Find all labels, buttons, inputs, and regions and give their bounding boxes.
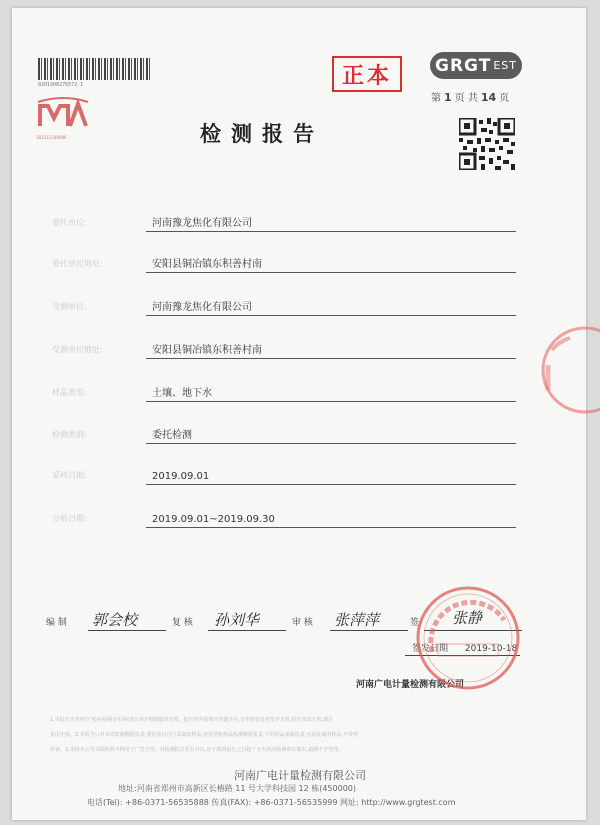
official-seal — [412, 582, 524, 694]
footer-contact: 电话(Tel): +86-0371-56535888 传真(FAX): +86-0371-56535999 网址: http://www.grgtest.com — [87, 798, 456, 807]
field-label: 受测单位地址: — [52, 345, 103, 354]
page-total: 14 — [480, 91, 497, 104]
note-line: 申诉。3.未经本公司书面批准不得用于广告宣传。对检测报告若有异议,应于收到报告之日起十五天内向检测单位提出,逾期不予受理。 — [50, 747, 343, 753]
field-underline — [146, 443, 516, 444]
audit-label: 审 核 — [292, 618, 313, 628]
report-title: 检测报告 — [200, 122, 324, 146]
audit-line — [330, 630, 408, 631]
field-underline — [146, 484, 516, 485]
field-value: 2019.09.01~2019.09.30 — [152, 514, 275, 525]
issue-label: 签 — [410, 618, 420, 628]
compile-signature: 郭会校 — [92, 611, 138, 629]
note-line: 复印无效。2.本报告只对本次监测数据负责;委托单位自行采集的样品,仅对送检样品检测数据负责,不对样品来源负责,无法复现的样品,不受理 — [50, 732, 358, 738]
field-label: 受测单位: — [52, 302, 87, 311]
cma-number: 181512340086 — [36, 135, 67, 140]
grgt-logo — [430, 52, 522, 79]
page-middle: 页 共 — [454, 93, 478, 104]
field-underline — [146, 231, 516, 232]
review-line — [208, 630, 286, 631]
qr-code-icon — [459, 118, 515, 170]
brand-main: GRGT — [435, 55, 492, 76]
field-analysis-date — [52, 506, 516, 528]
page-prefix: 第 — [431, 93, 441, 104]
field-value: 河南豫龙焦化有限公司 — [152, 218, 252, 229]
field-underline — [146, 401, 516, 402]
field-tested-unit — [52, 294, 516, 316]
compile-label: 编 制 — [46, 618, 67, 628]
field-label: 委托单位: — [52, 218, 87, 227]
issue-date-label: 签发日期 — [412, 644, 449, 654]
field-sample-type — [52, 380, 516, 402]
field-client — [52, 210, 516, 232]
field-value: 安阳县铜冶镇东积善村南 — [152, 259, 262, 270]
cma-logo-icon — [36, 96, 90, 134]
audit-signature: 张萍萍 — [334, 611, 380, 629]
field-test-category — [52, 422, 516, 444]
compile-line — [88, 630, 166, 631]
footer-company: 河南广电计量检测有限公司 — [234, 769, 366, 782]
review-signature: 孙刘华 — [214, 611, 260, 629]
field-value: 河南豫龙焦化有限公司 — [152, 302, 252, 313]
field-sampling-date — [52, 463, 516, 485]
issue-date-value: 2019-10-18 — [464, 644, 518, 654]
field-underline — [146, 527, 516, 528]
field-label: 分析日期: — [52, 514, 87, 523]
side-seal — [530, 320, 600, 420]
company-stamp-caption: 河南广电计量检测有限公司 — [356, 680, 465, 690]
field-value: 委托检测 — [152, 430, 192, 441]
original-copy-stamp: 正本 — [332, 56, 402, 92]
field-value: 土壤、地下水 — [152, 388, 212, 399]
field-client-address — [52, 251, 516, 273]
issue-signature: 张静 — [452, 609, 483, 627]
field-label: 检测类别: — [52, 430, 87, 439]
field-underline — [146, 315, 516, 316]
report-notes — [50, 713, 530, 758]
page-current: 1 — [444, 91, 452, 104]
footer-address: 地址:河南省郑州市高新区长椿路 11 号大学科技园 12 栋(450000) — [118, 784, 357, 793]
barcode — [38, 58, 150, 80]
field-label: 采样日期: — [52, 471, 87, 480]
field-value: 安阳县铜冶镇东积善村南 — [152, 345, 262, 356]
note-line: 1.本报告无本单位"检验检测专用章(或公章)"和骑缝章无效。报告内容需填写清楚齐全,无审核签发者签字无效,报告涂改无效,部分 — [50, 717, 334, 723]
field-tested-unit-address — [52, 337, 516, 359]
review-label: 复 核 — [172, 618, 193, 628]
barcode-number: 0201908276572-1 — [38, 82, 84, 88]
page-indicator — [431, 89, 509, 104]
field-value: 2019.09.01 — [152, 471, 210, 482]
page-suffix: 页 — [499, 93, 510, 104]
field-label: 样品类型: — [52, 388, 87, 397]
brand-suffix: EST — [493, 59, 517, 72]
field-underline — [146, 272, 516, 273]
field-underline — [146, 358, 516, 359]
field-label: 委托单位地址: — [52, 259, 103, 268]
